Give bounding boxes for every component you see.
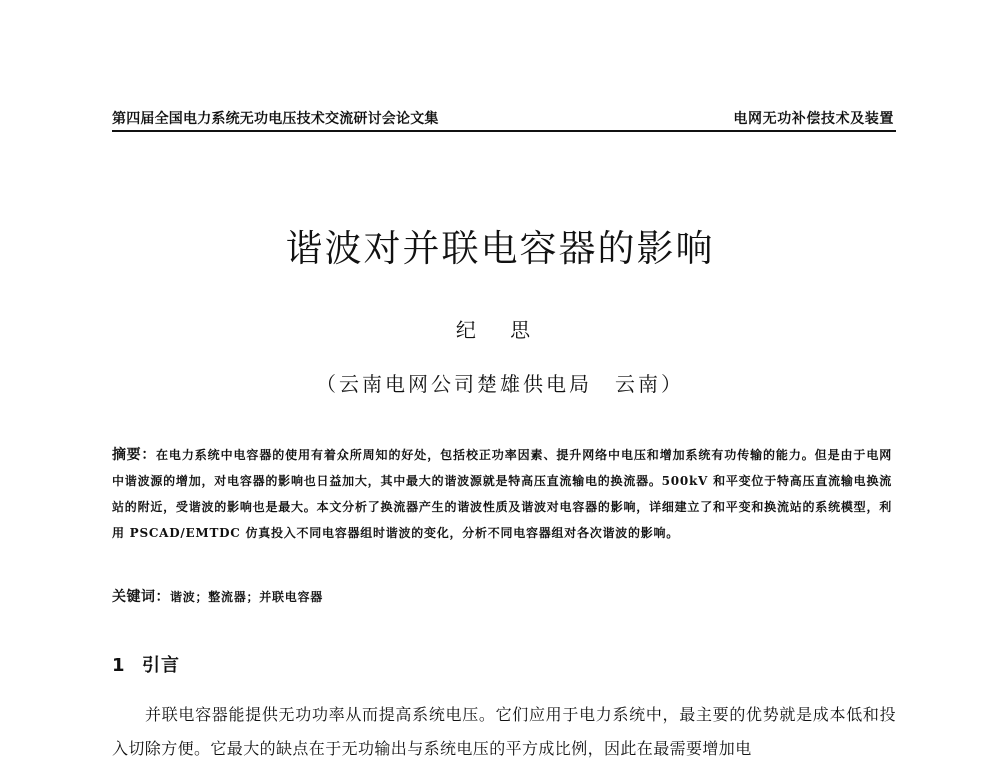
section-heading [112,651,180,677]
paper-title: 谐波对并联电容器的影响 [285,227,715,270]
keywords-text: 谐波；整流器；并联电容器 [170,590,324,604]
author-name: 纪 思 [455,318,545,342]
abstract-text: 在电力系统中电容器的使用有着众所周知的好处，包括校正功率因素、提升网络中电压和增加系统有功传输的能力。但是由于电网中谐波源的增加，对电容器的影响也日益加大，其中最大的谐波源就是特高压直流输电的换流器。500kV 和平变位于特高压直流输电换流站的附近，受谐波的影响也是最大。本文分析了换流器产生的谐波性质及谐波对电容器的影响，详细建立了和平变和换流站的系统模型，利用 PSCAD/EMTDC 仿真投入不同电容器组时谐波的变化，分析不同电容器组对各次谐波的影响。 [112,448,892,540]
keywords [112,586,892,608]
abstract-label: 摘要： [112,447,156,463]
abstract [112,442,892,546]
section-number: 1 [112,655,126,676]
section-title: 引言 [142,655,180,676]
keywords-label: 关键词： [112,589,170,605]
running-header-left: 第四届全国电力系统无功电压技术交流研讨会论文集 [112,111,439,127]
body-paragraph: 并联电容器能提供无功功率从而提高系统电压。它们应用于电力系统中，最主要的优势就是成本低和投入切除方便。它最大的缺点在于无功输出与系统电压的平方成比例，因此在最需要增加电 [112,705,896,758]
author-affiliation: （云南电网公司楚雄供电局 云南） [316,372,684,396]
running-header-right: 电网无功补偿技术及装置 [733,111,894,127]
running-header [112,106,896,132]
